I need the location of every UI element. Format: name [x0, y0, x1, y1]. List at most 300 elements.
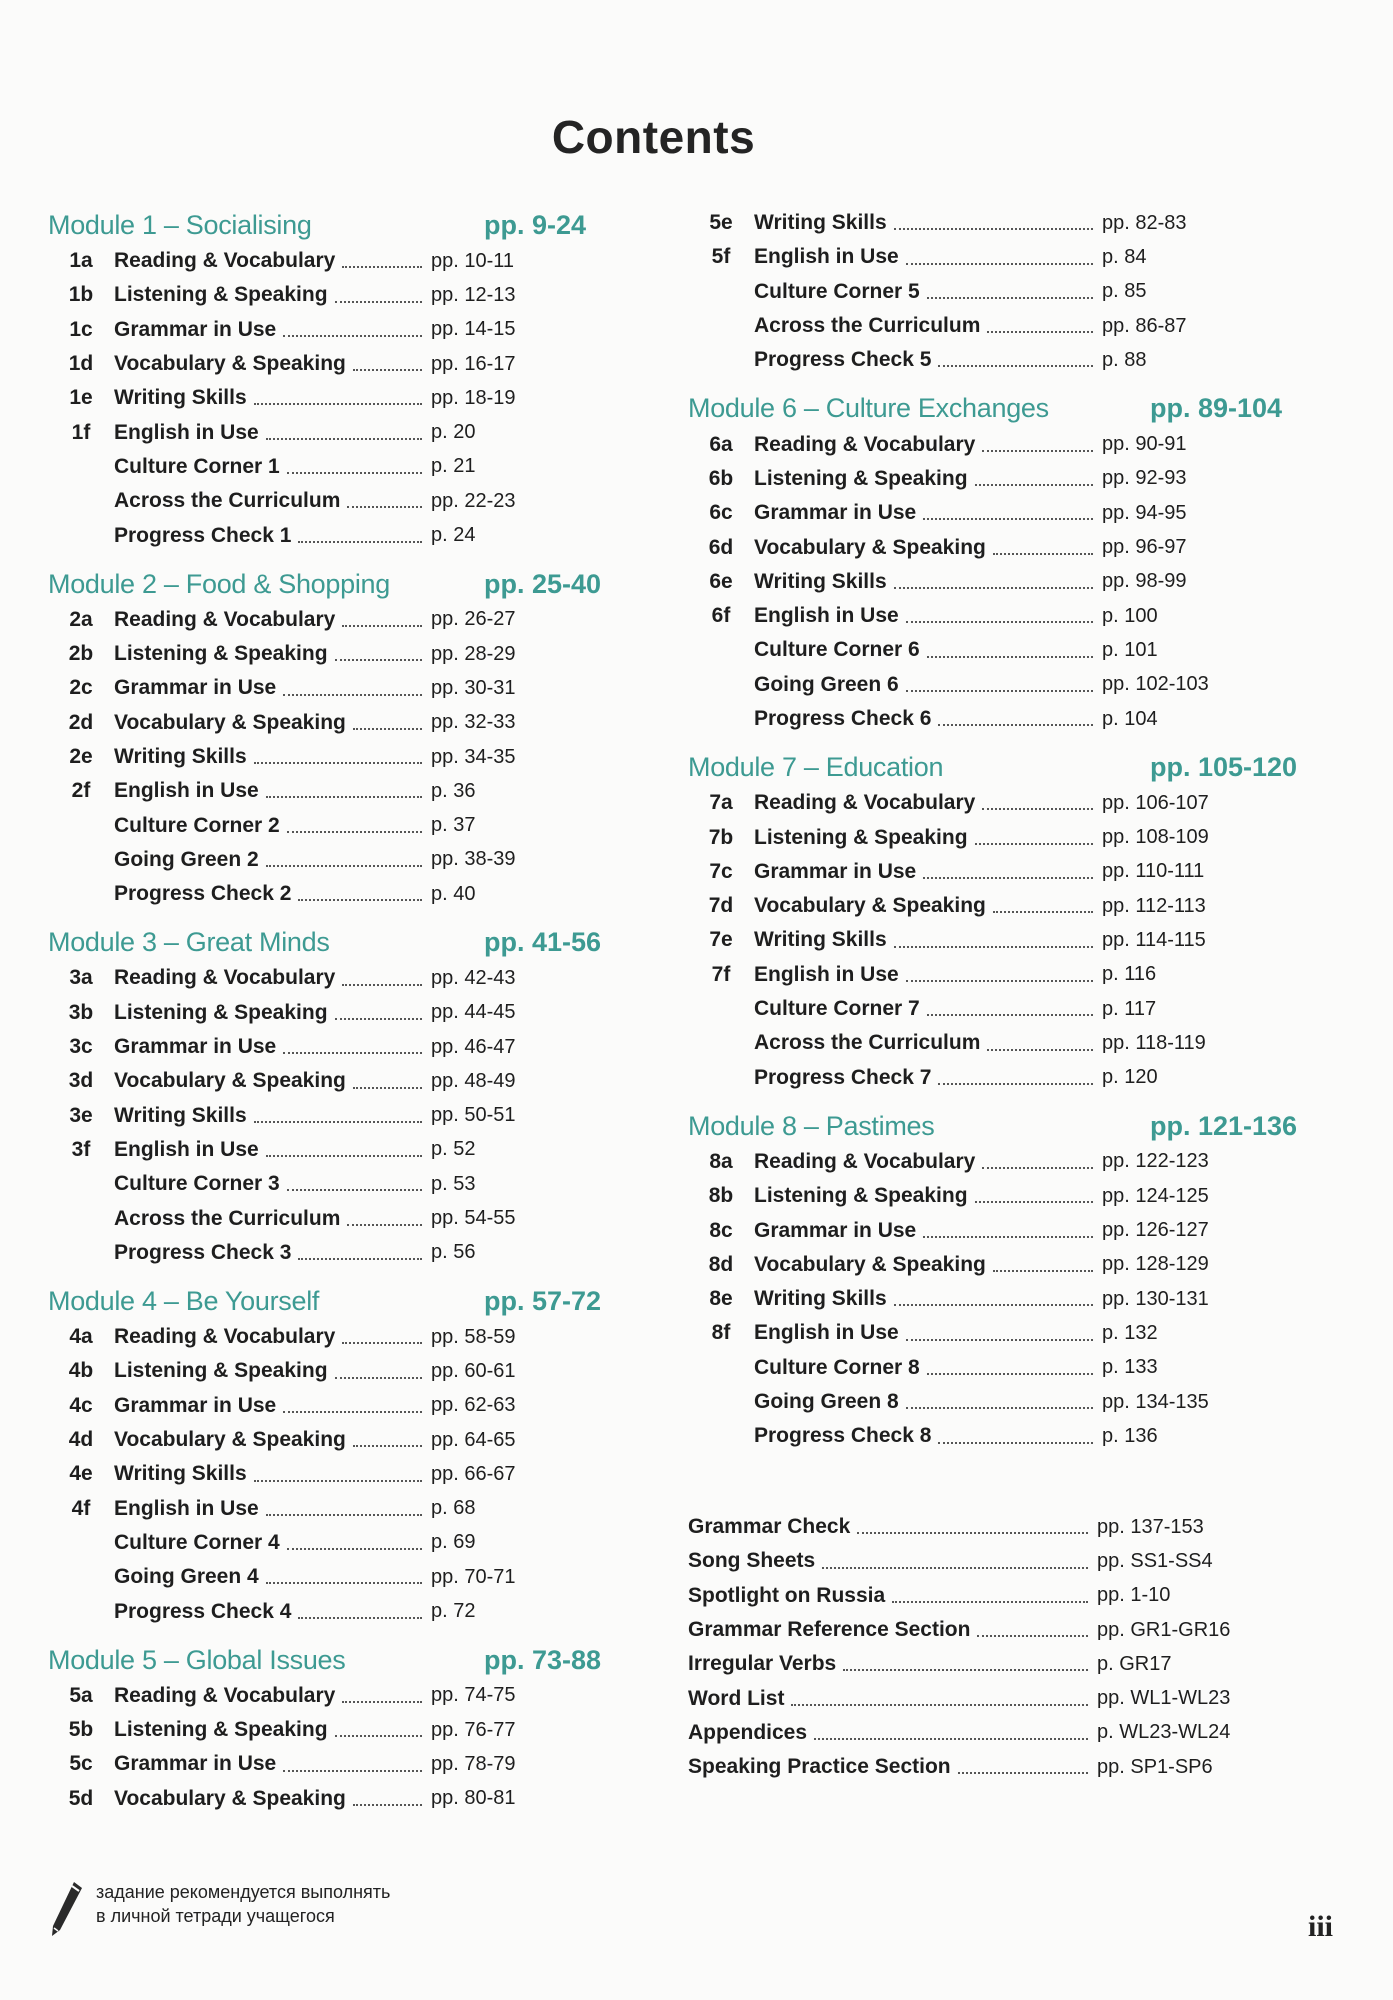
toc-entry[interactable]: [48, 996, 574, 1030]
lesson-code: 4b: [68, 1359, 94, 1383]
lesson-pages: p. 53: [431, 1172, 476, 1195]
toc-entry[interactable]: [688, 1316, 1240, 1350]
toc-entry[interactable]: [48, 1236, 574, 1270]
lesson-pages: pp. 28-29: [431, 642, 516, 665]
module-heading[interactable]: [48, 1282, 602, 1320]
lesson-code: 6a: [709, 432, 733, 456]
lesson-pages: pp. 10-11: [431, 249, 515, 272]
appendix-title: Spotlight on Russia: [688, 1583, 886, 1607]
appendix-entry[interactable]: [688, 1716, 1240, 1750]
toc-entry[interactable]: [688, 1213, 1240, 1247]
lesson-title: Vocabulary & Speaking: [114, 352, 346, 376]
toc-entry[interactable]: [688, 1179, 1240, 1213]
dot-leader: [894, 945, 1093, 948]
toc-entry[interactable]: [688, 786, 1240, 820]
lesson-code: 5c: [69, 1752, 93, 1776]
toc-entry[interactable]: [48, 347, 574, 381]
lesson-pages: pp. 92-93: [1102, 467, 1187, 490]
lesson-title: Writing Skills: [114, 1103, 247, 1127]
lesson-title: Progress Check 2: [114, 882, 292, 906]
module-section: [48, 206, 587, 553]
toc-entry[interactable]: [688, 309, 1240, 343]
toc-entry[interactable]: [688, 633, 1240, 667]
lesson-pages: pp. 128-129: [1102, 1253, 1209, 1276]
lesson-title: Listening & Speaking: [114, 1000, 328, 1024]
lesson-title: English in Use: [754, 604, 899, 628]
lesson-code: 2f: [71, 779, 91, 803]
toc-entry[interactable]: [48, 244, 574, 278]
lesson-pages: p. 36: [431, 779, 476, 802]
dot-leader: [857, 1531, 1088, 1534]
lesson-title: Reading & Vocabulary: [114, 1325, 336, 1349]
appendix-entry[interactable]: [688, 1681, 1240, 1715]
dot-leader: [298, 898, 422, 901]
toc-entry[interactable]: [48, 637, 574, 671]
toc-entry[interactable]: [48, 450, 574, 484]
toc-entry[interactable]: [688, 1282, 1240, 1316]
lesson-title: Progress Check 3: [114, 1240, 292, 1264]
dot-leader: [894, 586, 1093, 589]
toc-entry[interactable]: [688, 855, 1240, 889]
lesson-pages: p. 40: [431, 882, 476, 905]
page-number: iii: [1307, 1910, 1333, 1943]
dot-leader: [254, 402, 422, 405]
dot-leader: [342, 265, 422, 268]
lesson-title: Going Green 6: [754, 672, 899, 696]
toc-entry[interactable]: [688, 889, 1240, 923]
lesson-pages: pp. 30-31: [431, 676, 516, 699]
module-pages: pp. 73-88: [484, 1644, 602, 1675]
lesson-pages: pp. 82-83: [1102, 211, 1187, 234]
toc-entry[interactable]: [48, 1492, 574, 1526]
toc-entry[interactable]: [48, 1320, 574, 1354]
toc-entry[interactable]: [48, 313, 574, 347]
toc-entry[interactable]: [688, 1248, 1240, 1282]
toc-entry[interactable]: [688, 565, 1240, 599]
lesson-title: Reading & Vocabulary: [114, 607, 336, 631]
lesson-pages: pp. 46-47: [431, 1035, 516, 1058]
dot-leader: [938, 364, 1093, 367]
lesson-pages: p. 69: [431, 1531, 476, 1554]
toc-entry[interactable]: [688, 820, 1240, 854]
dot-leader: [283, 693, 422, 696]
footer-line-2: в личной тетради учащегося: [96, 1906, 335, 1926]
lesson-pages: pp. 66-67: [431, 1462, 516, 1485]
toc-entry[interactable]: [48, 1201, 574, 1235]
toc-entry[interactable]: [48, 603, 574, 637]
toc-entry[interactable]: [48, 1594, 574, 1628]
lesson-title: Writing Skills: [114, 1462, 247, 1486]
dot-leader: [342, 624, 422, 627]
lesson-title: Reading & Vocabulary: [754, 1149, 976, 1173]
lesson-pages: p. 37: [431, 814, 476, 837]
dot-leader: [298, 540, 422, 543]
lesson-pages: p. 72: [431, 1600, 476, 1623]
lesson-title: Going Green 2: [114, 847, 259, 871]
dot-leader: [283, 1051, 422, 1054]
dot-leader: [254, 1120, 422, 1123]
lesson-pages: pp. 106-107: [1102, 791, 1209, 814]
appendix-entry[interactable]: [688, 1647, 1240, 1681]
lesson-code: 5a: [69, 1683, 93, 1707]
dot-leader: [975, 483, 1093, 486]
dot-leader: [287, 1547, 422, 1550]
lesson-pages: pp. 122-123: [1102, 1150, 1209, 1173]
toc-entry[interactable]: [48, 1133, 574, 1167]
dot-leader: [254, 761, 422, 764]
lesson-title: Culture Corner 1: [114, 454, 280, 478]
lesson-title: English in Use: [114, 1496, 259, 1520]
dot-leader: [283, 1410, 422, 1413]
dot-leader: [906, 620, 1093, 623]
toc-entry[interactable]: [688, 923, 1240, 957]
lesson-pages: pp. 80-81: [431, 1787, 516, 1810]
lesson-pages: pp. 38-39: [431, 848, 516, 871]
appendix-pages: p. GR17: [1097, 1652, 1172, 1675]
dot-leader: [923, 876, 1093, 879]
toc-entry[interactable]: [688, 275, 1240, 309]
toc-entry[interactable]: [48, 1354, 574, 1388]
lesson-title: Progress Check 5: [754, 348, 932, 372]
lesson-pages: pp. 130-131: [1102, 1287, 1209, 1310]
lesson-pages: pp. 58-59: [431, 1325, 516, 1348]
lesson-title: Across the Curriculum: [114, 1206, 341, 1230]
lesson-title: English in Use: [754, 1321, 899, 1345]
footer-note: [48, 1880, 390, 1938]
dot-leader: [353, 1803, 422, 1806]
lesson-pages: p. 84: [1102, 245, 1147, 268]
module-heading[interactable]: [48, 923, 602, 961]
toc-entry[interactable]: [48, 278, 574, 312]
dot-leader: [958, 1771, 1088, 1774]
lesson-pages: pp. 98-99: [1102, 570, 1187, 593]
appendix-pages: pp. SS1-SS4: [1097, 1549, 1213, 1572]
lesson-pages: p. 120: [1102, 1066, 1158, 1089]
lesson-title: Writing Skills: [754, 569, 887, 593]
module-title: Module 5 – Global Issues: [48, 1644, 346, 1675]
toc-entry[interactable]: [688, 496, 1240, 530]
dot-leader: [347, 505, 422, 508]
lesson-code: 3e: [69, 1103, 93, 1127]
lesson-code: 2d: [68, 710, 94, 734]
toc-entry[interactable]: [688, 599, 1240, 633]
toc-entry[interactable]: [48, 1747, 574, 1781]
toc-entry[interactable]: [688, 1026, 1240, 1060]
toc-entry[interactable]: [48, 1423, 574, 1457]
module-heading[interactable]: [688, 1107, 1298, 1145]
appendix-title: Grammar Check: [688, 1515, 851, 1539]
lesson-title: Going Green 8: [754, 1390, 899, 1414]
lesson-pages: p. 117: [1102, 997, 1157, 1020]
lesson-title: Grammar in Use: [114, 1393, 277, 1417]
lesson-pages: p. 101: [1102, 638, 1158, 661]
lesson-pages: pp. 26-27: [431, 608, 516, 631]
lesson-title: Listening & Speaking: [114, 642, 328, 666]
toc-entry[interactable]: [688, 702, 1240, 736]
lesson-title: Listening & Speaking: [114, 1359, 328, 1383]
lesson-pages: pp. 12-13: [431, 283, 516, 306]
lesson-title: Vocabulary & Speaking: [754, 535, 986, 559]
module-section: [688, 748, 1298, 1095]
module-title: Module 1 – Socialising: [48, 210, 312, 240]
lesson-code: 8a: [709, 1149, 733, 1173]
toc-entry[interactable]: [48, 1389, 574, 1423]
appendix-pages: pp. 137-153: [1097, 1515, 1204, 1538]
lesson-pages: pp. 42-43: [431, 966, 516, 989]
lesson-title: Reading & Vocabulary: [114, 249, 336, 273]
lesson-title: Culture Corner 4: [114, 1530, 280, 1554]
dot-leader: [342, 1341, 422, 1344]
lesson-pages: pp. 94-95: [1102, 501, 1187, 524]
toc-entry[interactable]: [48, 671, 574, 705]
lesson-code: 6b: [708, 466, 734, 490]
lesson-title: Across the Curriculum: [754, 314, 981, 338]
lesson-code: 1c: [69, 317, 93, 341]
dot-leader: [335, 1376, 422, 1379]
lesson-pages: pp. 64-65: [431, 1428, 516, 1451]
lesson-pages: pp. 78-79: [431, 1752, 516, 1775]
lesson-pages: p. 68: [431, 1497, 476, 1520]
lesson-pages: p. 20: [431, 421, 476, 444]
toc-entry[interactable]: [688, 1061, 1240, 1095]
lesson-title: English in Use: [754, 245, 899, 269]
dot-leader: [353, 368, 422, 371]
dot-leader: [335, 658, 422, 661]
dot-leader: [335, 300, 422, 303]
lesson-pages: pp. 134-135: [1102, 1390, 1209, 1413]
toc-entry[interactable]: [48, 1526, 574, 1560]
lesson-code: 3d: [68, 1069, 94, 1093]
module-heading[interactable]: [688, 389, 1283, 427]
toc-entry[interactable]: [48, 774, 574, 808]
footer-line-1: задание рекомендуется выполнять: [96, 1882, 391, 1902]
lesson-pages: p. 136: [1102, 1424, 1158, 1447]
toc-entry[interactable]: [48, 808, 574, 842]
toc-entry[interactable]: [48, 1099, 574, 1133]
module-heading[interactable]: [688, 748, 1298, 786]
toc-entry[interactable]: [688, 992, 1240, 1026]
lesson-code: 1a: [69, 249, 93, 273]
lesson-pages: pp. 34-35: [431, 745, 516, 768]
lesson-title: Culture Corner 2: [114, 813, 280, 837]
lesson-title: Reading & Vocabulary: [114, 966, 336, 990]
toc-entry[interactable]: [688, 668, 1240, 702]
lesson-pages: p. 52: [431, 1138, 476, 1161]
dot-leader: [938, 1082, 1093, 1085]
dot-leader: [906, 979, 1093, 982]
lesson-pages: pp. 74-75: [431, 1684, 516, 1707]
lesson-pages: pp. 32-33: [431, 711, 516, 734]
lesson-title: Grammar in Use: [114, 1035, 277, 1059]
module-section: [688, 206, 1240, 377]
module-title: Module 6 – Culture Exchanges: [688, 393, 1049, 424]
lesson-title: Going Green 4: [114, 1565, 259, 1589]
lesson-code: 6e: [709, 569, 733, 593]
toc-entry[interactable]: [688, 1351, 1240, 1385]
toc-entry[interactable]: [48, 1679, 574, 1713]
lesson-pages: pp. 16-17: [431, 352, 516, 375]
toc-entry[interactable]: [48, 1167, 574, 1201]
module-pages: pp. 9-24: [484, 210, 587, 240]
appendix-entry[interactable]: [688, 1750, 1240, 1784]
appendix-entry[interactable]: [688, 1613, 1240, 1647]
toc-entry[interactable]: [48, 706, 574, 740]
lesson-code: 7f: [711, 962, 731, 986]
lesson-title: Progress Check 7: [754, 1065, 932, 1089]
dot-leader: [342, 1700, 422, 1703]
lesson-pages: pp. 96-97: [1102, 536, 1187, 559]
appendix-entry[interactable]: [688, 1579, 1240, 1613]
dot-leader: [814, 1737, 1088, 1740]
lesson-code: 7e: [709, 928, 733, 952]
lesson-pages: p. 133: [1102, 1356, 1158, 1379]
appendix-title: Speaking Practice Section: [688, 1755, 951, 1779]
lesson-pages: pp. 14-15: [431, 318, 516, 341]
toc-entry[interactable]: [48, 484, 574, 518]
toc-entry[interactable]: [48, 381, 574, 415]
module-pages: pp. 57-72: [484, 1286, 602, 1317]
toc-entry[interactable]: [688, 1385, 1240, 1419]
toc-entry[interactable]: [48, 1457, 574, 1491]
lesson-pages: pp. 54-55: [431, 1207, 516, 1230]
dot-leader: [982, 1166, 1093, 1169]
module-heading[interactable]: [48, 565, 602, 603]
lesson-code: 1f: [71, 420, 91, 444]
dot-leader: [938, 723, 1093, 726]
dot-leader: [843, 1668, 1088, 1671]
dot-leader: [906, 262, 1093, 265]
lesson-code: 5e: [709, 211, 733, 235]
toc-entry[interactable]: [48, 961, 574, 995]
toc-entry[interactable]: [48, 1064, 574, 1098]
dot-leader: [906, 1406, 1093, 1409]
lesson-pages: pp. 70-71: [431, 1565, 516, 1588]
dot-leader: [347, 1223, 422, 1226]
dot-leader: [906, 1338, 1093, 1341]
dot-leader: [923, 1235, 1093, 1238]
lesson-code: 8e: [709, 1287, 733, 1311]
module-pages: pp. 25-40: [484, 568, 602, 599]
lesson-title: Writing Skills: [754, 1287, 887, 1311]
lesson-code: 2c: [69, 676, 93, 700]
lesson-pages: pp. 76-77: [431, 1718, 516, 1741]
lesson-pages: pp. 86-87: [1102, 314, 1187, 337]
toc-entry[interactable]: [48, 843, 574, 877]
appendix-entry[interactable]: [688, 1544, 1240, 1578]
appendix-title: Word List: [688, 1686, 785, 1710]
dot-leader: [298, 1616, 422, 1619]
lesson-code: 2a: [69, 607, 93, 631]
toc-entry[interactable]: [48, 1782, 574, 1816]
dot-leader: [927, 296, 1093, 299]
toc-entry[interactable]: [48, 877, 574, 911]
lesson-title: English in Use: [114, 1137, 259, 1161]
dot-leader: [298, 1257, 422, 1260]
toc-entry[interactable]: [48, 740, 574, 774]
toc-entry[interactable]: [688, 343, 1240, 377]
lesson-title: Writing Skills: [114, 386, 247, 410]
toc-entry[interactable]: [688, 958, 1240, 992]
dot-leader: [993, 910, 1093, 913]
lesson-code: 3b: [68, 1000, 94, 1024]
lesson-title: Culture Corner 8: [754, 1355, 920, 1379]
lesson-code: 6d: [708, 535, 734, 559]
lesson-pages: pp. 110-111: [1102, 860, 1205, 883]
lesson-title: Reading & Vocabulary: [754, 791, 976, 815]
lesson-title: Writing Skills: [754, 211, 887, 235]
appendix-title: Song Sheets: [688, 1549, 816, 1573]
lesson-pages: pp. 62-63: [431, 1394, 516, 1417]
dot-leader: [266, 795, 422, 798]
lesson-title: Listening & Speaking: [754, 1184, 968, 1208]
lesson-title: Vocabulary & Speaking: [754, 1252, 986, 1276]
lesson-title: English in Use: [114, 779, 259, 803]
lesson-pages: pp. 90-91: [1102, 433, 1187, 456]
dot-leader: [266, 1154, 422, 1157]
dot-leader: [266, 1513, 422, 1516]
lesson-title: Across the Curriculum: [114, 489, 341, 513]
dot-leader: [353, 727, 422, 730]
lesson-code: 5f: [711, 245, 731, 269]
dot-leader: [927, 655, 1093, 658]
appendix-pages: pp. WL1-WL23: [1097, 1687, 1231, 1710]
module-heading[interactable]: [48, 206, 587, 244]
lesson-title: Progress Check 8: [754, 1424, 932, 1448]
page-title: Contents: [551, 111, 756, 163]
toc-entry[interactable]: [48, 1030, 574, 1064]
dot-leader: [927, 1013, 1093, 1016]
lesson-title: Grammar in Use: [754, 1218, 917, 1242]
dot-leader: [254, 1479, 422, 1482]
dot-leader: [894, 1303, 1093, 1306]
dot-leader: [927, 1372, 1093, 1375]
lesson-title: Grammar in Use: [114, 1752, 277, 1776]
toc-entry[interactable]: [48, 518, 574, 552]
module-pages: pp. 121-136: [1150, 1110, 1298, 1141]
toc-entry[interactable]: [688, 240, 1240, 274]
lesson-title: Writing Skills: [114, 745, 247, 768]
toc-entry[interactable]: [688, 462, 1240, 496]
lesson-title: Listening & Speaking: [754, 466, 968, 490]
dot-leader: [993, 552, 1093, 555]
lesson-pages: p. 56: [431, 1241, 476, 1264]
module-section: [48, 1282, 602, 1629]
toc-entry[interactable]: [48, 1713, 574, 1747]
toc-entry[interactable]: [48, 1560, 574, 1594]
lesson-code: 6f: [711, 604, 731, 628]
dot-leader: [266, 437, 422, 440]
lesson-code: 4c: [69, 1393, 93, 1417]
dot-leader: [266, 1581, 422, 1584]
lesson-code: 8c: [709, 1218, 733, 1242]
toc-entry[interactable]: [688, 206, 1240, 240]
toc-entry[interactable]: [688, 1145, 1240, 1179]
module-heading[interactable]: [48, 1641, 602, 1679]
lesson-code: 7d: [708, 894, 734, 918]
lesson-pages: pp. 22-23: [431, 489, 516, 512]
toc-entry[interactable]: [688, 1419, 1240, 1453]
toc-entry[interactable]: [688, 530, 1240, 564]
lesson-title: Progress Check 4: [114, 1599, 292, 1623]
appendix-entry[interactable]: [688, 1510, 1240, 1544]
toc-entry[interactable]: [48, 415, 574, 449]
lesson-pages: p. 104: [1102, 707, 1158, 730]
lesson-title: Culture Corner 7: [754, 997, 920, 1021]
dot-leader: [993, 1269, 1093, 1272]
toc-entry[interactable]: [688, 427, 1240, 461]
lesson-pages: p. 100: [1102, 604, 1158, 627]
lesson-title: English in Use: [114, 420, 259, 444]
